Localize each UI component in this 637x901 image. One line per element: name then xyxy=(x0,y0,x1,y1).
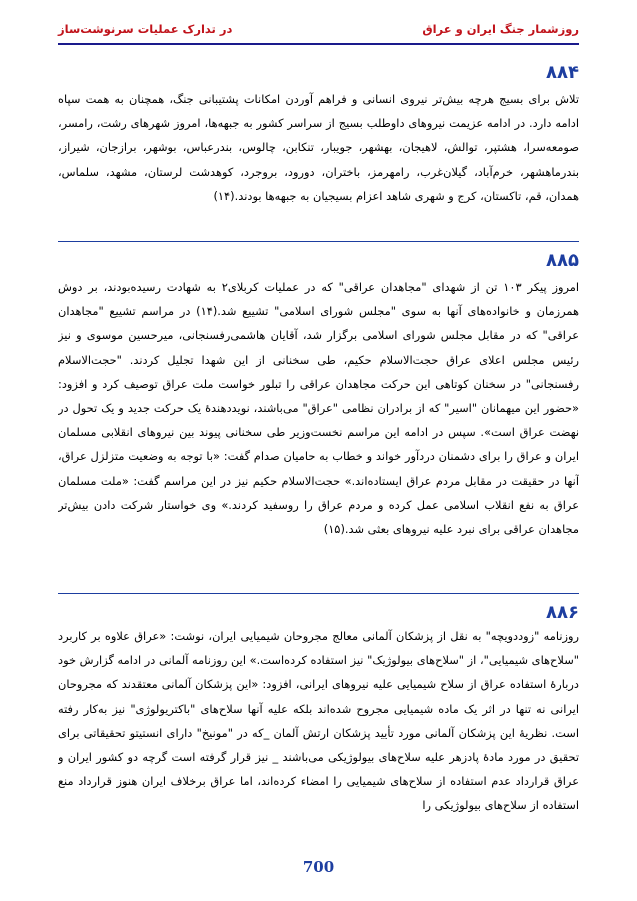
entry-text-886: روزنامه "زوددویچه" به نقل از پزشکان آلمانی معالج مجروحان شیمیایی ایران، نوشت: «عراق علاوه بر کاربرد "سلاح‌های شیمیایی"، از "سلاح‌های بیولوژیک" نیز استفاده کرده‌است.» این روزنامه آلمانی در ادامه گزارش خود دربارهٔ استفاده عراق از سلاح شیمیایی علیه نیروهای ایرانی، افزود: «این پزشکان آلمانی معتقدند که مجروحان ایرانی نه تنها در اثر یک ماده شیمیایی مجروح شده‌اند بلکه علیه آنها سلاح‌های "باکتریولوژی" نیز به‌کار رفته است. نظریهٔ این پزشکان آلمانی مورد تأیید پزشکان ارتش آلمان _که در "مونیخ" دارای انستیتو تحقیقاتی برای تحقیق در مورد مادهٔ پادزهر علیه سلاح‌های بیولوژیکی می‌باشند _ نیز قرار گرفته است گرچه دو کشور ایران و عراق قرارداد عدم استفاده از سلاح‌های شیمیایی را امضاء کرده‌اند، اما عراق برخلاف ایران هنوز قرارداد منع استفاده از سلاح‌های بیولوژیکی را xyxy=(58,629,579,813)
entry-number-884: ۸۸۴ xyxy=(546,62,579,83)
book-title: روزشمار جنگ ایران و عراق xyxy=(422,22,579,36)
entry-number-885: ۸۸۵ xyxy=(546,250,579,271)
entry-number-886: ۸۸۶ xyxy=(546,602,579,623)
entry-divider xyxy=(58,241,579,242)
header-rule xyxy=(58,43,579,45)
page-header xyxy=(58,18,579,40)
page-number: 700 xyxy=(302,858,335,876)
entry-text-884: تلاش برای بسیج هرچه بیش‌تر نیروی انسانی و فراهم آوردن امکانات پشتیبانی جنگ، همچنان به همت سپاه ادامه دارد. در ادامه عزیمت نیروهای داوطلب بسیج از سراسر کشور به جبهه‌ها، امروز شهرهای رشت، رامسر، صومعه‌سرا، هشتپر، توالش، لاهیجان، بهشهر، جویبار، تنکابن، چالوس، بندرعباس، بوشهر، برازجان، شیراز، بندرماهشهر، خرم‌آباد، گیلان‌غرب، رامهرمز، باختران، دورود، بروجرد، کوهدشت لرستان، مشهد، سلماس، همدان، قم، تاکستان، کرج و شهری شاهد اعزام بسیجیان به جبهه‌ها بودند.(۱۴) xyxy=(58,92,579,203)
entry-text-885: امروز پیکر ۱۰۳ تن از شهدای "مجاهدان عراقی" که در عملیات کربلای۲ به شهادت رسیده‌بودند، بر دوش همرزمان و خانواده‌های آنها به سوی "مجلس شورای اسلامی" تشییع شد.(۱۴) در مراسم تشییع "مجاهدان عراقی" که در مقابل مجلس شورای اسلامی برگزار شد، آقایان هاشمی‌رفسنجانی، میرحسین موسوی و نیز رئیس مجلس اعلای عراق حجت‌الاسلام حکیم، طی سخنانی از این شهدا تجلیل کردند. "حجت‌الاسلام رفسنجانی" در سخنان کوتاهی این حرکت مجاهدان عراقی را تبلور خواست ملت عراق توصیف کرد و افزود: «حضور این میهمانان "اسیر" که از برادران نظامی "عراق" می‌باشند، نویددهندهٔ یک حرکت جدید و یک تحول در نهضت عراق است». سپس در ادامه این مراسم نخست‌وزیر طی سخنانی پیوند بین نیروهای انقلابی مسلمان ایران و عراق را برای دشمنان دردآور خواند و خطاب به حامیان صدام گفت: «با توجه به وضعیت متزلزل عراق، آنها در حقیقت در مقابل مردم عراق ایستاده‌اند.» حجت‌الاسلام حکیم نیز در این مراسم گفت: «ملت مسلمان عراق به نفع انقلاب اسلامی عمل کرده و مردم عراق را روسفید کردند.» وی خواستار شرکت دادن بیش‌تر مجاهدان عراقی برای نبرد علیه نیروهای بعثی شد.(۱۵) xyxy=(58,280,579,537)
entry-divider xyxy=(58,593,579,594)
section-title: در تدارک عملیات سرنوشت‌ساز xyxy=(58,22,233,36)
